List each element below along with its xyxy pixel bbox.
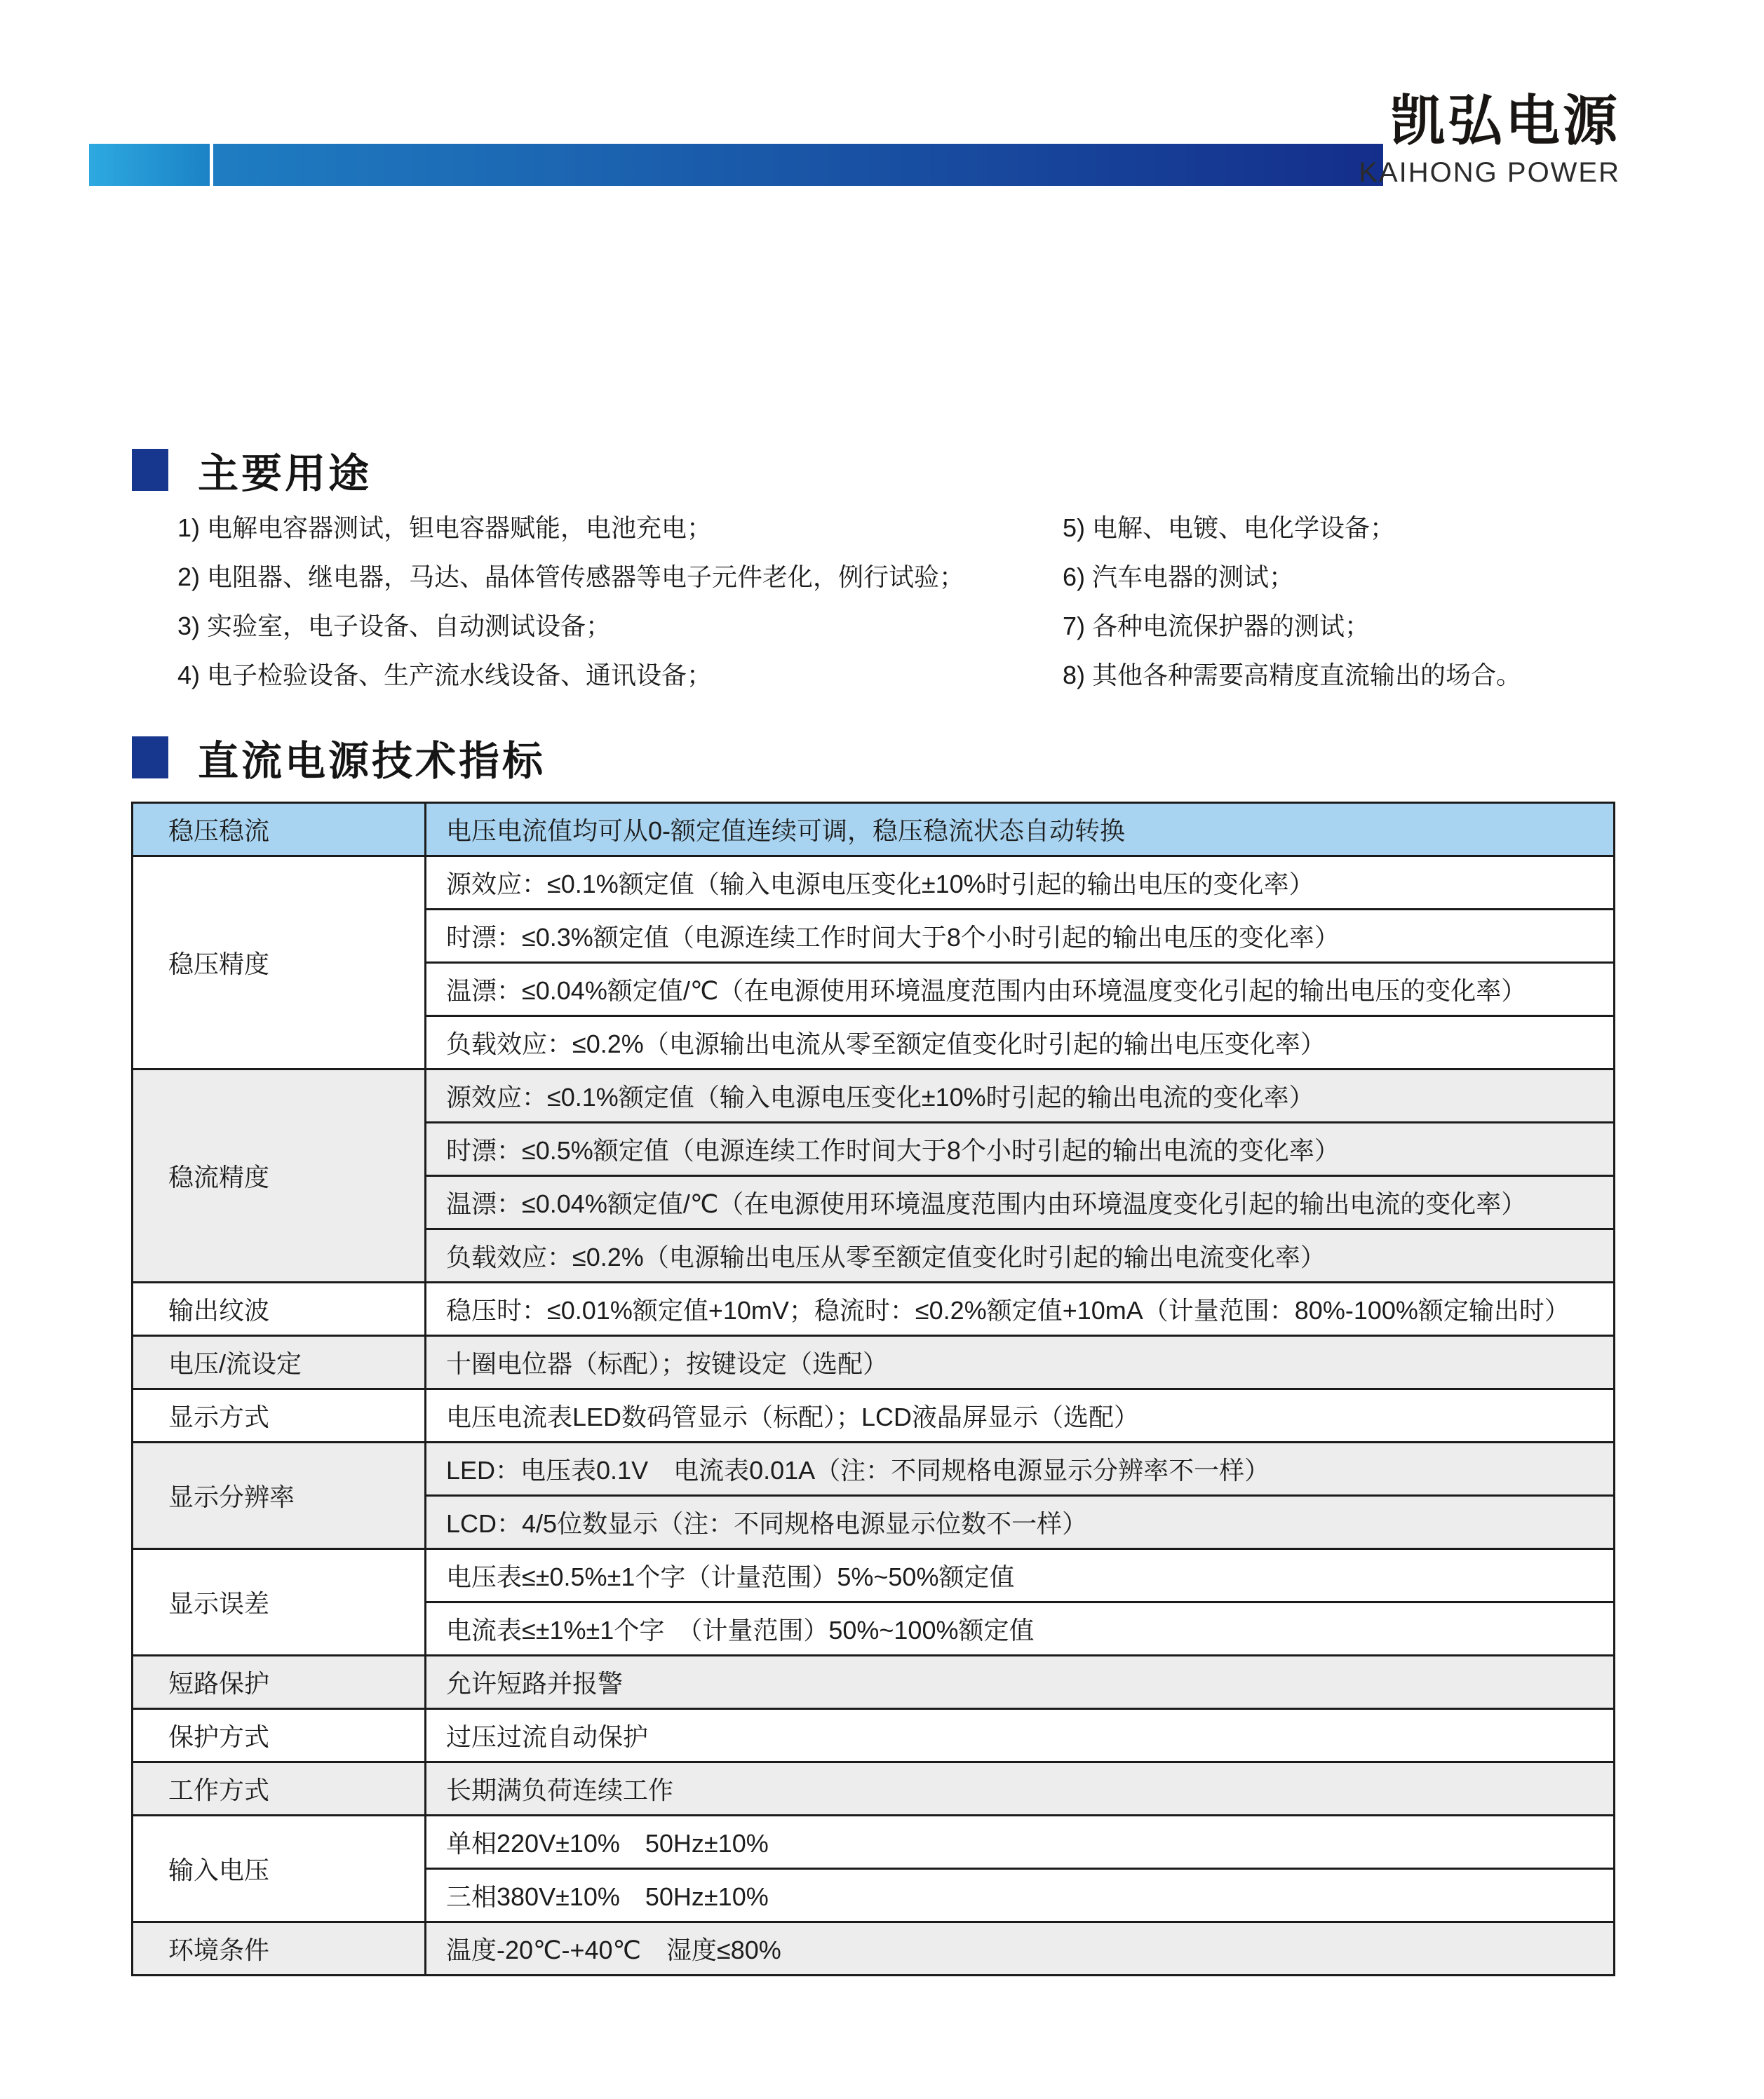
spec-value: 过压过流自动保护: [426, 1709, 1615, 1762]
specs-table: [131, 802, 1615, 1976]
brand-name-en: KAIHONG POWER: [1359, 157, 1620, 188]
spec-value: 电压表≤±0.5%±1个字（计量范围）5%~50%额定值: [426, 1549, 1615, 1602]
spec-value: 负载效应：≤0.2%（电源输出电压从零至额定值变化时引起的输出电流变化率）: [426, 1229, 1615, 1283]
spec-value: 源效应：≤0.1%额定值（输入电源电压变化±10%时引起的输出电压的变化率）: [426, 856, 1615, 910]
spec-label: 显示方式: [133, 1389, 426, 1443]
spec-label: 环境条件: [133, 1922, 426, 1976]
spec-label: 保护方式: [133, 1709, 426, 1762]
spec-value: 时漂：≤0.3%额定值（电源连续工作时间大于8个小时引起的输出电压的变化率）: [426, 910, 1615, 963]
uses-item: 6) 汽车电器的测试；: [1063, 562, 1295, 591]
section-accent-square: [132, 736, 168, 778]
spec-value: 温漂：≤0.04%额定值/℃（在电源使用环境温度范围内由环境温度变化引起的输出电流的变化率）: [426, 1176, 1615, 1229]
uses-item: 2) 电阻器、继电器，马达、晶体管传感器等电子元件老化，例行试验；: [177, 562, 965, 591]
section-header-specs: [132, 728, 546, 787]
spec-label: 工作方式: [133, 1762, 426, 1816]
spec-value: 电压电流表LED数码管显示（标配）；LCD液晶屏显示（选配）: [426, 1389, 1615, 1443]
uses-list-left: [177, 504, 964, 700]
section-accent-square: [132, 449, 168, 491]
uses-item: 4) 电子检验设备、生产流水线设备、通讯设备；: [177, 661, 713, 689]
spec-value: 十圈电位器（标配）；按键设定（选配）: [426, 1336, 1615, 1389]
spec-label: 短路保护: [133, 1656, 426, 1709]
header-bar-dark: [213, 144, 1383, 186]
section-header-uses: [132, 440, 372, 499]
spec-label: 稳压精度: [133, 856, 426, 1069]
uses-item: 3) 实验室，电子设备、自动测试设备；: [177, 612, 612, 640]
spec-value: 温漂：≤0.04%额定值/℃（在电源使用环境温度范围内由环境温度变化引起的输出电压的变化率）: [426, 963, 1615, 1016]
spec-label: 电压/流设定: [133, 1336, 426, 1389]
section-title-specs: 直流电源技术指标: [198, 738, 546, 784]
spec-value: 源效应：≤0.1%额定值（输入电源电压变化±10%时引起的输出电流的变化率）: [426, 1069, 1615, 1123]
spec-value: 时漂：≤0.5%额定值（电源连续工作时间大于8个小时引起的输出电流的变化率）: [426, 1123, 1615, 1176]
uses-item: 5) 电解、电镀、电化学设备；: [1063, 513, 1396, 542]
uses-item: 8) 其他各种需要高精度直流输出的场合。: [1063, 661, 1522, 689]
spec-value: 负载效应：≤0.2%（电源输出电流从零至额定值变化时引起的输出电压变化率）: [426, 1016, 1615, 1069]
spec-value: LED：电压表0.1V 电流表0.01A（注：不同规格电源显示分辨率不一样）: [426, 1443, 1615, 1496]
spec-value: 稳压时：≤0.01%额定值+10mV；稳流时：≤0.2%额定值+10mA（计量范围：80%-100%额定输出时）: [426, 1283, 1615, 1336]
uses-item: 7) 各种电流保护器的测试；: [1063, 612, 1371, 640]
header-bar-light: [89, 144, 210, 186]
brand-name-cn: 凯弘电源: [1389, 90, 1620, 151]
spec-label: 显示分辨率: [133, 1443, 426, 1549]
spec-value: 温度-20℃-+40℃ 湿度≤80%: [426, 1922, 1615, 1976]
spec-value: 电压电流值均可从0-额定值连续可调，稳压稳流状态自动转换: [426, 803, 1615, 856]
spec-value: 电流表≤±1%±1个字 （计量范围）50%~100%额定值: [426, 1602, 1615, 1656]
spec-label: 稳流精度: [133, 1069, 426, 1283]
spec-value: 长期满负荷连续工作: [426, 1762, 1615, 1816]
spec-value: 单相220V±10% 50Hz±10%: [426, 1816, 1615, 1869]
spec-value: 允许短路并报警: [426, 1656, 1615, 1709]
uses-item: 1) 电解电容器测试，钽电容器赋能，电池充电；: [177, 513, 713, 542]
brand-logo: [1359, 90, 1620, 188]
spec-label: 输入电压: [133, 1816, 426, 1922]
spec-value: 三相380V±10% 50Hz±10%: [426, 1869, 1615, 1922]
uses-list-right: [1063, 504, 1521, 700]
spec-label: 稳压稳流: [133, 803, 426, 856]
spec-label: 输出纹波: [133, 1283, 426, 1336]
spec-label: 显示误差: [133, 1549, 426, 1656]
section-title-uses: 主要用途: [198, 451, 372, 497]
spec-value: LCD：4/5位数显示（注：不同规格电源显示位数不一样）: [426, 1496, 1615, 1549]
